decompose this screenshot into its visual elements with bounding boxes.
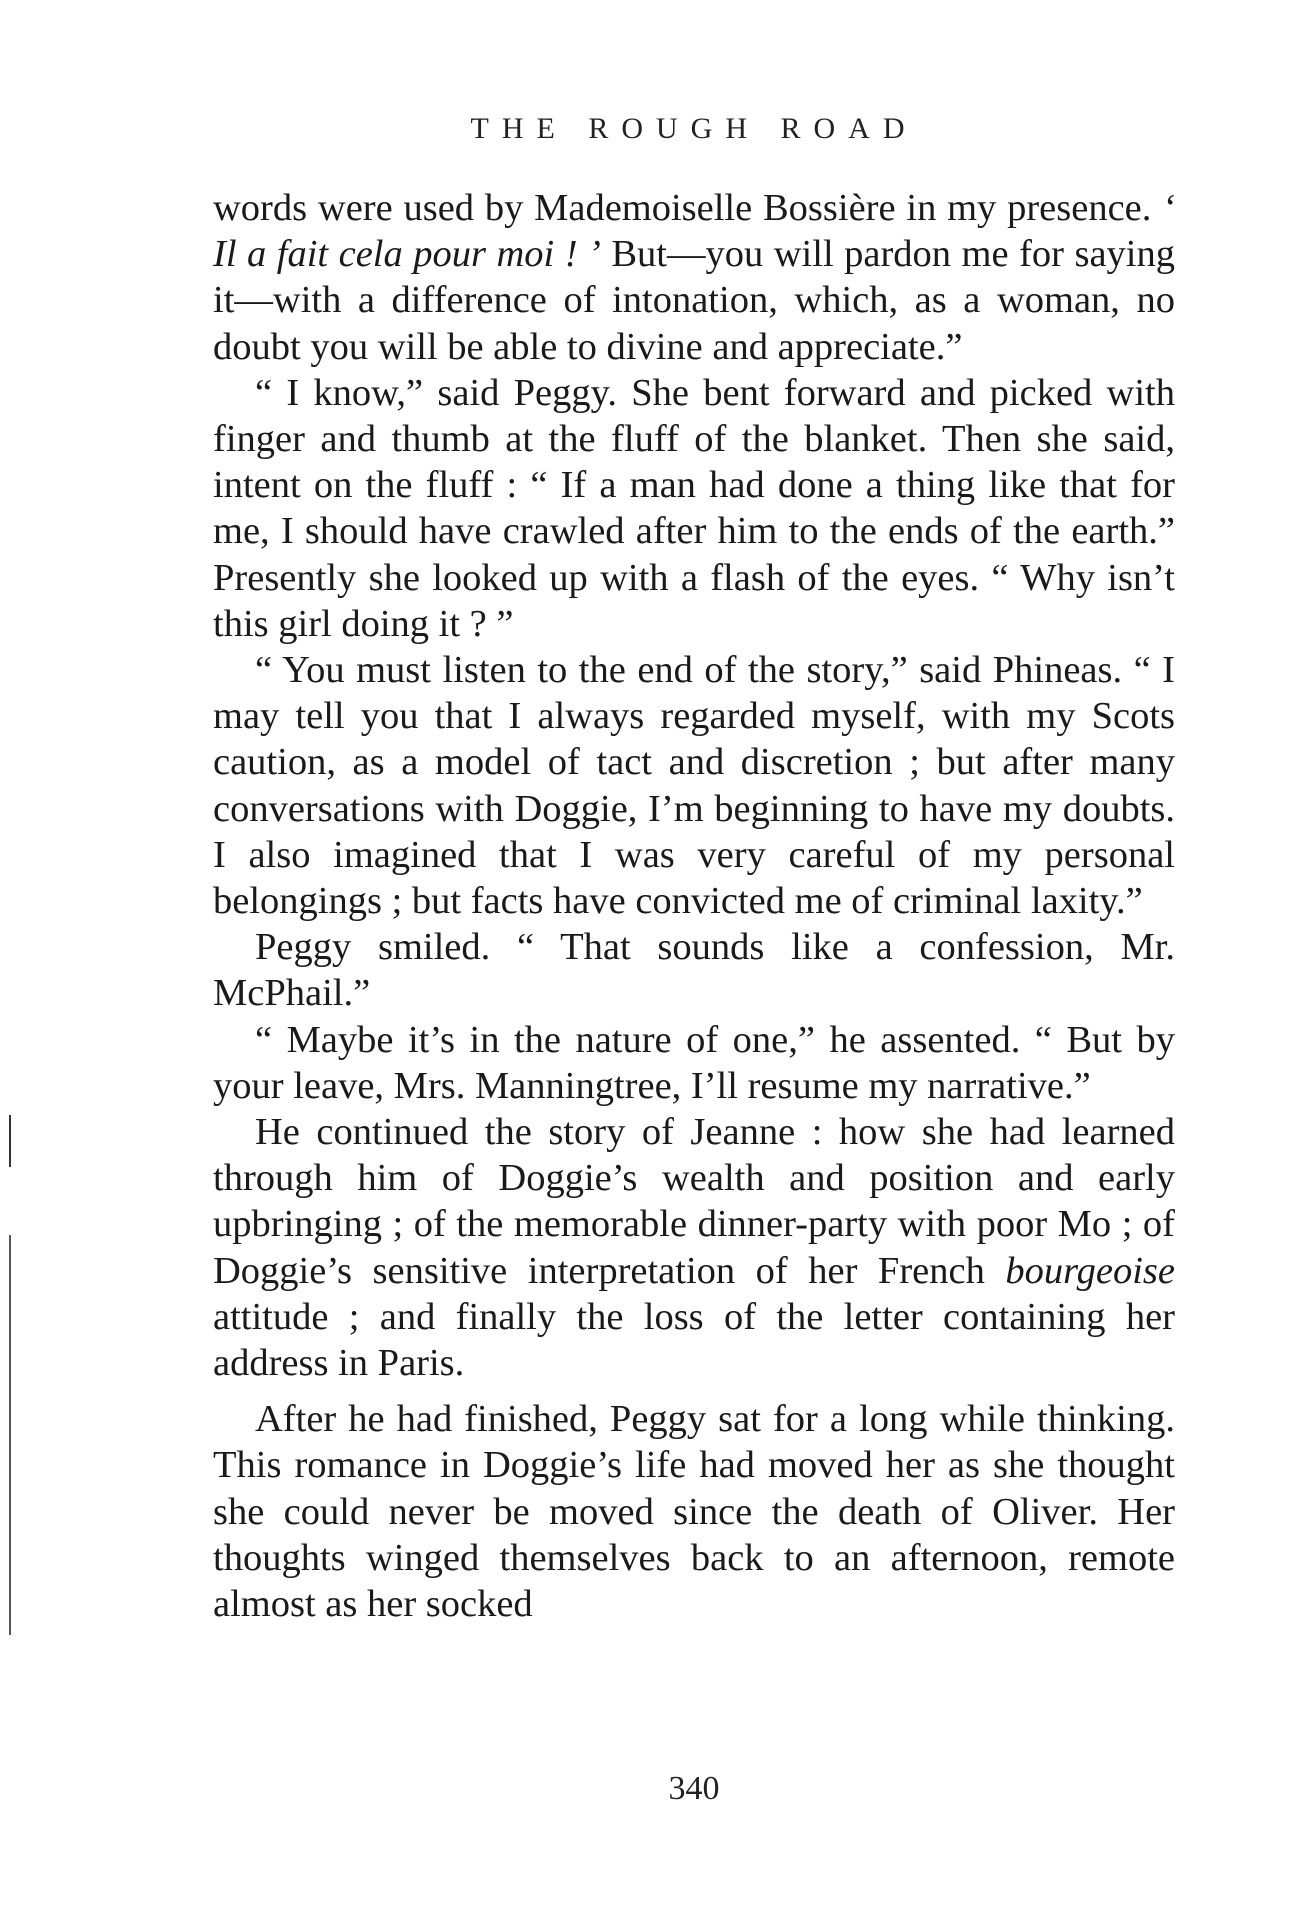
scan-margin-mark-lower: [9, 1235, 11, 1635]
paragraph-1-start: words were used by Mademoiselle Bossière in my presence.: [213, 187, 1163, 229]
paragraph-1: [213, 185, 1175, 370]
paragraph-6: [213, 1109, 1175, 1386]
paragraph-7: After he had finished, Peggy sat for a long while thinking. This romance in Doggie’s life had moved her as she thought she could never be moved since the death of Oliver. Her thoughts winged themselves back to an afternoon, remote almost as her socked: [213, 1398, 1175, 1626]
page-number: 340: [668, 1770, 720, 1807]
paragraph-1-end: But—you will pardon me for saying it—with a difference of intonation, which, as a woman, no doubt you will be able to divine and appreciate.”: [213, 233, 1176, 368]
paragraph-6-start: He continued the story of Jeanne : how she had learned through him of Doggie’s wealth and position and early upbringing ; of the memorable dinner-party with poor Mo ; of Doggie’s sensitive interpretation of her French: [213, 1111, 1175, 1292]
paragraph-5: “ Maybe it’s in the nature of one,” he assented. “ But by your leave, Mrs. Manningtree, I’ll resume my narrative.”: [213, 1018, 1175, 1107]
french-quote: ‘ Il a fait cela pour moi ! ’: [213, 187, 1175, 276]
paragraph-4: Peggy smiled. “ That sounds like a confession, Mr. McPhail.”: [213, 926, 1175, 1015]
paragraph-6-end: attitude ; and finally the loss of the letter containing her address in Paris.: [213, 1295, 1175, 1385]
scan-margin-mark-upper: [9, 1115, 11, 1167]
paragraph-3: “ You must listen to the end of the story,” said Phineas. “ I may tell you that I always regarded myself, with my Scots caution, as a model of tact and discretion ; but after many conversations with Doggie, I’m beginning to have my doubts. I also imagined that I was very careful of my personal belongings ; but facts have convicted me of criminal laxity.”: [213, 649, 1175, 923]
body-text: [213, 185, 1175, 1627]
paragraph-2: “ I know,” said Peggy. She bent forward and picked with finger and thumb at the fluff of the blanket. Then she said, intent on the fluff : “ If a man had done a thing like that for me, I should have crawled after him to the ends of the earth.” Presently she looked up with a flash of the eyes. “ Why isn’t this girl doing it ? ”: [213, 371, 1175, 645]
running-head: THE ROUGH ROAD: [470, 112, 918, 145]
italic-word: bourgeoise: [1005, 1249, 1175, 1292]
